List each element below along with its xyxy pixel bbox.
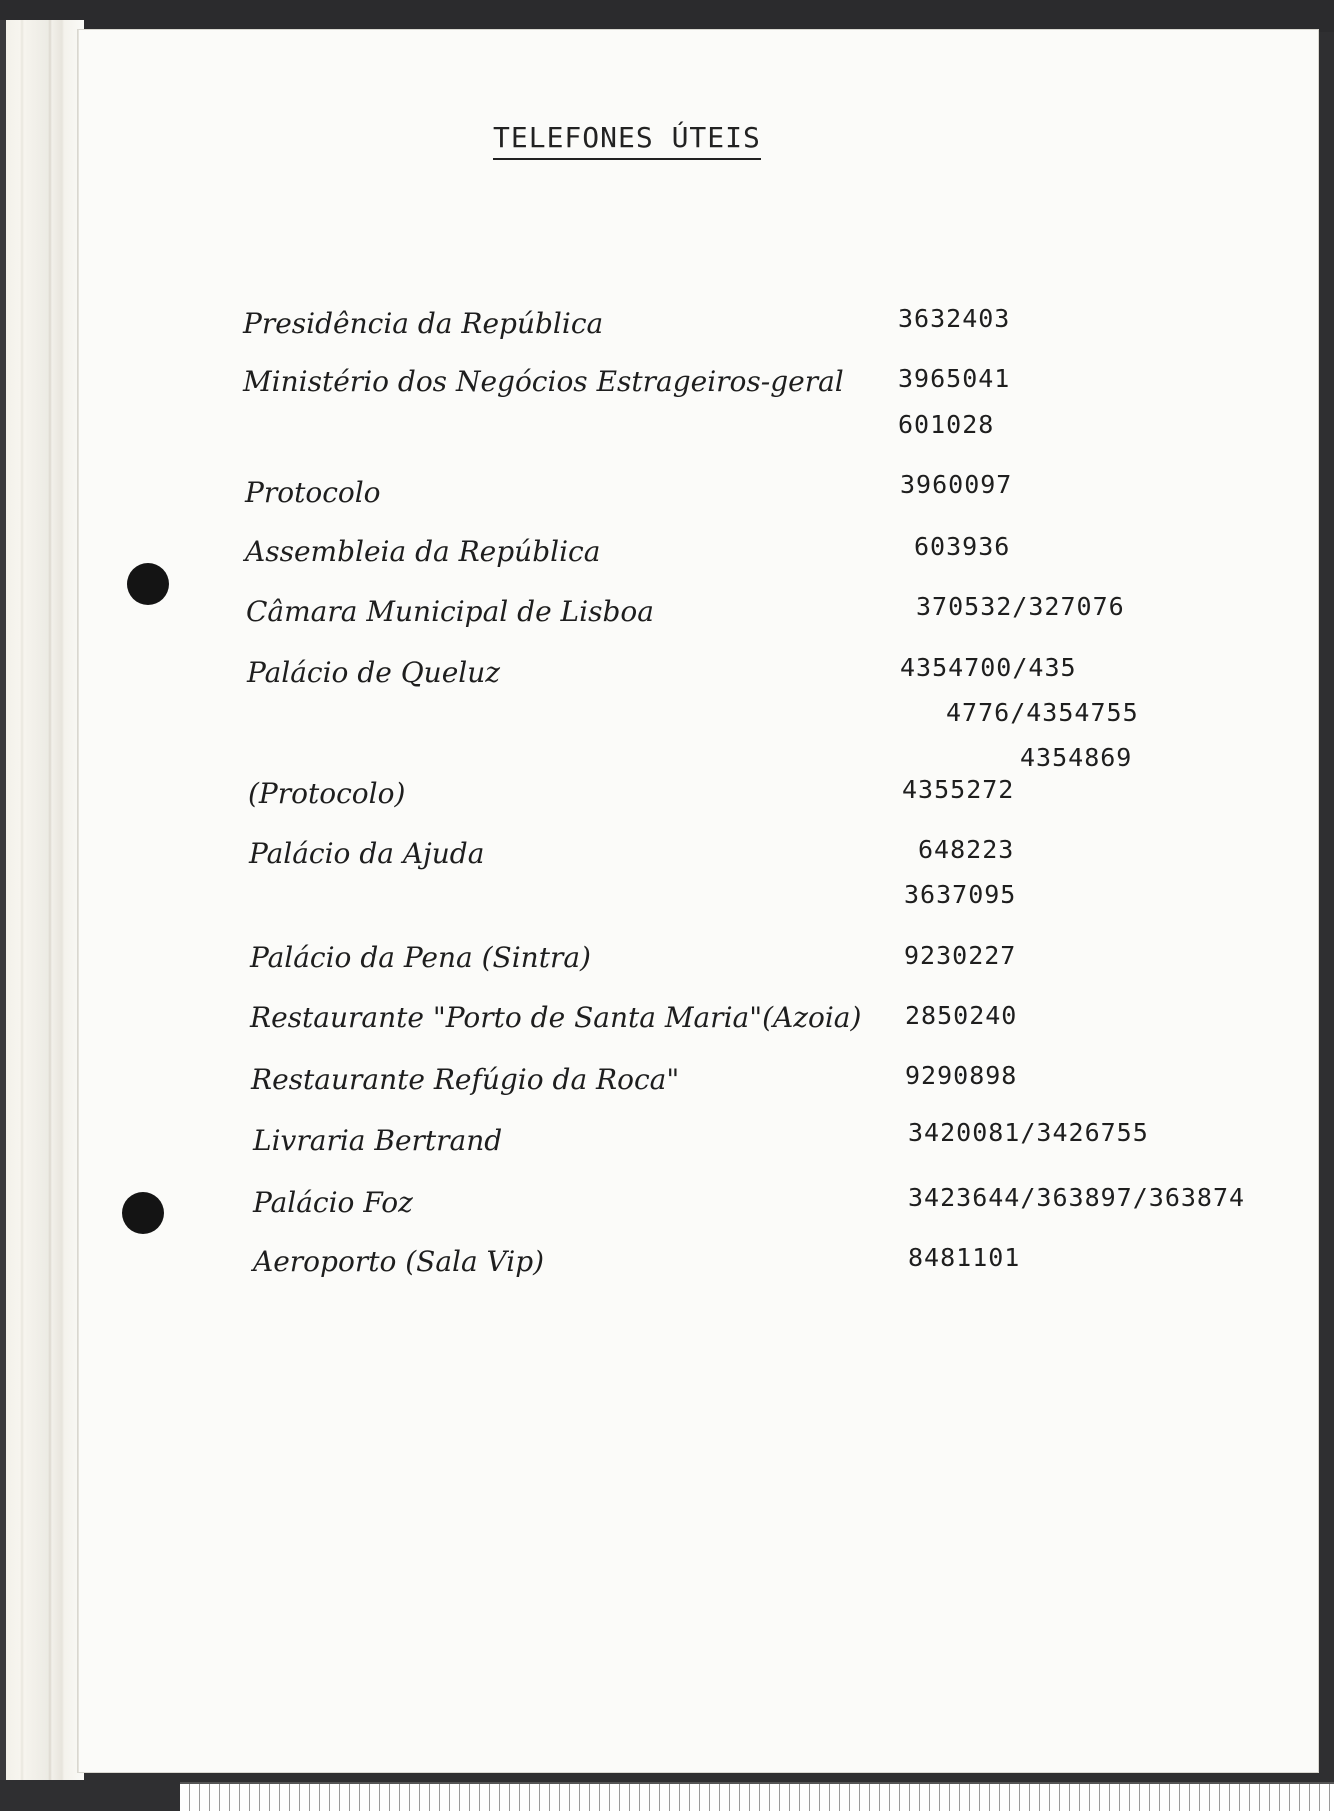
entry-name: Restaurante "Porto de Santa Maria"(Azoia) (250, 1001, 862, 1034)
phone-number: 8481101 (908, 1243, 1021, 1272)
binder-pages-edge (0, 20, 84, 1780)
phone-number: 2850240 (905, 1001, 1018, 1030)
phone-number: 3960097 (900, 470, 1013, 499)
phone-number: 4355272 (902, 775, 1015, 804)
phone-number: 370532/327076 (916, 592, 1125, 621)
phone-number: 3637095 (904, 880, 1017, 909)
entry-name: Protocolo (245, 476, 381, 509)
document-title: TELEFONES ÚTEIS (493, 121, 761, 160)
phone-number: 4354700/435 (900, 653, 1077, 682)
entry-name: Presidência da República (243, 307, 604, 340)
scan-background-bottom (0, 1782, 180, 1809)
entry-name: (Protocolo) (248, 777, 406, 810)
entry-name: Livraria Bertrand (253, 1124, 503, 1157)
scan-background-top (0, 0, 1334, 32)
scale-ruler (180, 1782, 1334, 1811)
phone-number: 9230227 (904, 941, 1017, 970)
phone-number: 4776/4354755 (946, 698, 1139, 727)
entry-name: Assembleia da República (245, 535, 601, 568)
phone-number: 4354869 (1020, 743, 1133, 772)
phone-number: 601028 (898, 410, 995, 439)
punch-hole-icon (122, 1192, 164, 1234)
entry-name: Restaurante Refúgio da Roca" (251, 1063, 680, 1096)
entry-name: Câmara Municipal de Lisboa (246, 595, 654, 628)
phone-number: 3965041 (898, 364, 1011, 393)
phone-number: 603936 (914, 532, 1011, 561)
phone-number: 648223 (918, 835, 1015, 864)
entry-name: Palácio da Ajuda (249, 837, 485, 870)
entry-name: Aeroporto (Sala Vip) (253, 1245, 545, 1278)
document-page (78, 30, 1318, 1772)
phone-number: 3423644/363897/363874 (908, 1183, 1246, 1212)
punch-hole-icon (127, 563, 169, 605)
entry-name: Palácio da Pena (Sintra) (250, 941, 591, 974)
entry-name: Palácio Foz (253, 1186, 413, 1219)
phone-number: 9290898 (905, 1061, 1018, 1090)
entry-name: Palácio de Queluz (247, 656, 501, 689)
phone-number: 3420081/3426755 (908, 1118, 1149, 1147)
phone-number: 3632403 (898, 304, 1011, 333)
entry-name: Ministério dos Negócios Estrageiros-geral (243, 365, 844, 398)
